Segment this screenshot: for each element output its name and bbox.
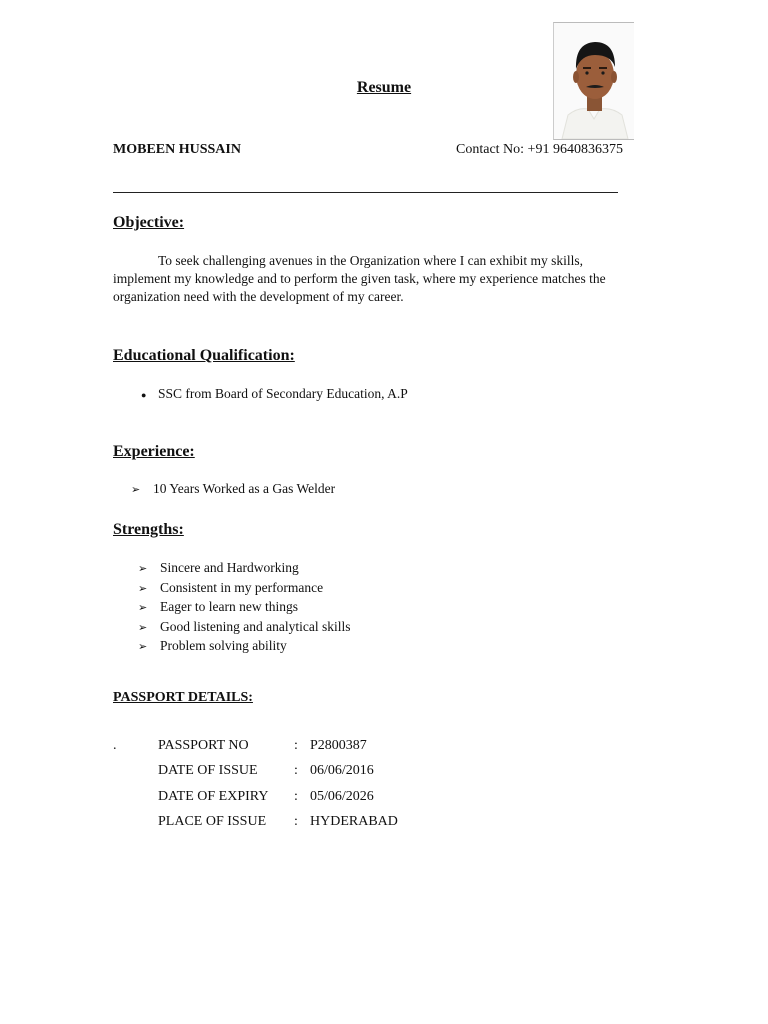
leading-cell	[113, 810, 158, 836]
experience-item-text: 10 Years Worked as a Gas Welder	[153, 481, 336, 496]
passport-label: DATE OF ISSUE	[158, 763, 258, 779]
dot-bullet-icon: ●	[141, 390, 147, 400]
strength-text: Good listening and analytical skills	[160, 618, 351, 634]
passport-label: PASSPORT NO	[158, 737, 249, 753]
passport-label: DATE OF EXPIRY	[158, 788, 269, 804]
table-row	[113, 784, 398, 810]
separator: :	[294, 788, 298, 804]
education-item-text: SSC from Board of Secondary Education, A.P	[158, 386, 408, 401]
strengths-heading: Strengths:	[113, 521, 184, 538]
strength-text: Eager to learn new things	[160, 599, 298, 614]
separator: :	[294, 737, 298, 753]
arrow-bullet-icon: ➢	[138, 621, 148, 634]
passport-details-table	[113, 733, 398, 835]
separator: :	[294, 763, 298, 779]
list-item	[138, 636, 350, 656]
list-item	[138, 597, 350, 617]
passport-value: 05/06/2026	[310, 788, 374, 804]
table-row	[113, 759, 398, 785]
objective-heading: Objective:	[113, 214, 185, 231]
leading-cell	[113, 784, 158, 810]
passport-label: PLACE OF ISSUE	[158, 814, 267, 830]
passport-value: HYDERABAD	[310, 814, 398, 830]
experience-item	[131, 481, 335, 497]
experience-heading: Experience:	[113, 443, 195, 460]
list-item	[138, 558, 350, 578]
profile-photo	[553, 22, 634, 140]
arrow-bullet-icon: ➢	[138, 582, 148, 595]
contact-number: Contact No: +91 9640836375	[456, 142, 623, 157]
strength-text: Problem solving ability	[160, 638, 287, 653]
list-item	[138, 617, 350, 637]
strength-text: Consistent in my performance	[160, 579, 324, 595]
separator: :	[294, 814, 298, 830]
arrow-bullet-icon: ➢	[131, 484, 141, 496]
objective-text	[113, 252, 643, 306]
leading-mark: .	[113, 737, 117, 753]
profile-photo-image	[554, 23, 634, 139]
education-item	[141, 386, 408, 402]
header-divider	[113, 192, 618, 193]
strengths-list	[138, 558, 350, 656]
passport-heading: PASSPORT DETAILS:	[113, 690, 253, 705]
education-heading: Educational Qualification:	[113, 347, 295, 364]
objective-body: To seek challenging avenues in the Organization where I can exhibit my skills, implement my knowledge and to perform the given task, where my experience matches the organization need with the development of my career.	[113, 253, 606, 304]
table-row	[113, 810, 398, 836]
passport-value: P2800387	[310, 737, 367, 753]
leading-cell	[113, 759, 158, 785]
arrow-bullet-icon: ➢	[138, 602, 148, 614]
arrow-bullet-icon: ➢	[138, 641, 148, 653]
list-item	[138, 578, 350, 598]
table-row	[113, 733, 398, 759]
resume-title: Resume	[356, 79, 412, 96]
candidate-name: MOBEEN HUSSAIN	[113, 142, 241, 157]
strength-text: Sincere and Hardworking	[160, 560, 299, 575]
arrow-bullet-icon: ➢	[138, 563, 148, 575]
passport-value: 06/06/2016	[310, 763, 374, 779]
